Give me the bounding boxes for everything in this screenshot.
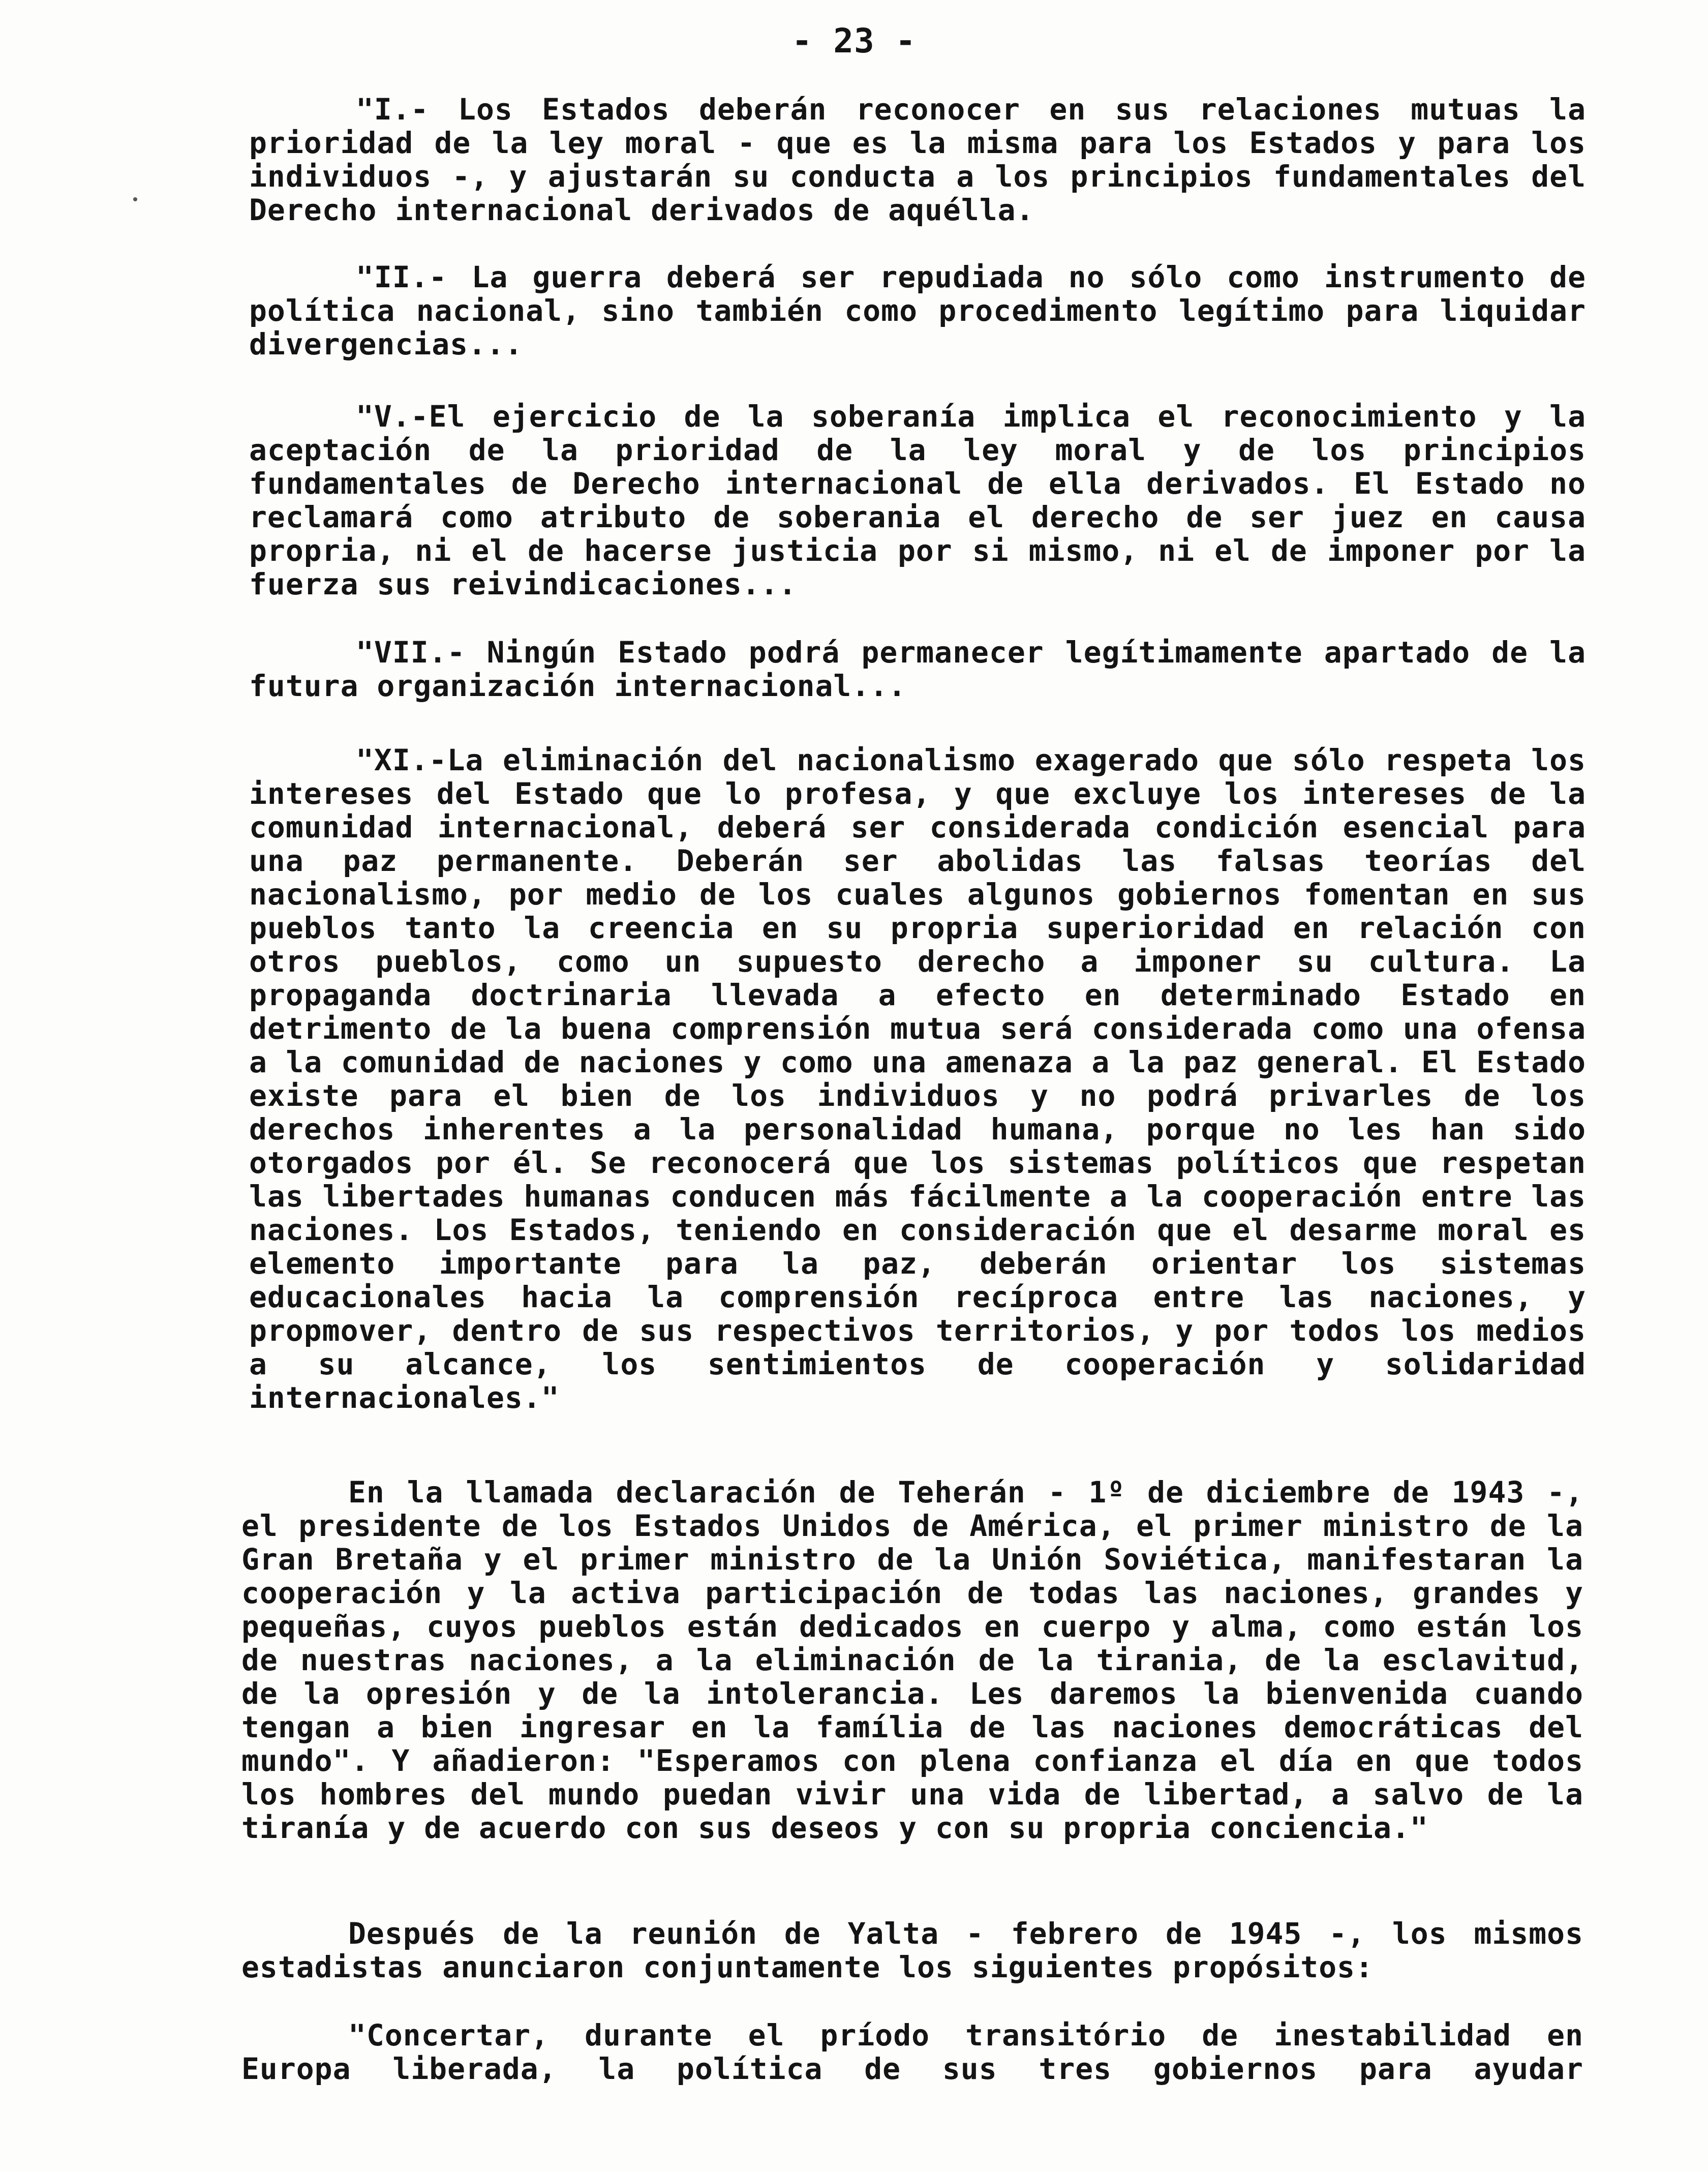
paragraph-yalta: Después de la reunión de Yalta - febrero de 1945 -, los mismos estadistas anunciaron conjuntamente los siguientes propósitos: xyxy=(241,1916,1583,1984)
paragraph-principle-7: "VII.- Ningún Estado podrá permanecer legítimamente apartado de la futura organización internacional... xyxy=(249,635,1586,703)
paragraph-principle-1: "I.- Los Estados deberán reconocer en sus relaciones mutuas la prioridad de la ley moral - que es la misma para los Estados y para los individuos -, y ajustarán su conducta a los principios fundamentales del Derecho internacional derivados de aquélla. xyxy=(249,92,1586,227)
paragraph-teheran: En la llamada declaración de Teherán - 1º de diciembre de 1943 -, el presidente de los Estados Unidos de América, el primer ministro de la Gran Bretaña y el primer ministro de la Unión Soviética, manifestaran la cooperación y la activa participación de todas las naciones, grandes y pequeñas, cuyos pueblos están dedicados en cuerpo y alma, como están los de nuestras naciones, a la eliminación de la tirania, de la esclavitud, de la opresión y de la intolerancia. Les daremos la bienvenida cuando tengan a bien ingresar en la família de las naciones democráticas del mundo". Y añadieron: "Esperamos con plena confianza el día en que todos los hombres del mundo puedan vivir una vida de libertad, a salvo de la tiranía y de acuerdo con sus deseos y con su propria conciencia." xyxy=(241,1475,1583,1845)
paragraph-quote-start: "Concertar, durante el príodo transitório de inestabilidad en Europa liberada, la política de sus tres gobiernos para ayudar xyxy=(241,2018,1583,2086)
paragraph-principle-5: "V.-El ejercicio de la soberanía implica el reconocimiento y la aceptación de la prioridad de la ley moral y de los principios fundamentales de Derecho internacional de ella derivados. El Estado no reclamará como atributo de soberania el derecho de ser juez en causa propria, ni el de hacerse justicia por si mismo, ni el de imponer por la fuerza sus reivindicaciones... xyxy=(249,399,1586,601)
paragraph-principle-2: "II.- La guerra deberá ser repudiada no sólo como instrumento de política nacional, sino también como procedimento legítimo para liquidar divergencias... xyxy=(249,260,1586,361)
page-number: - 23 - xyxy=(791,21,917,61)
paragraph-principle-11: "XI.-La eliminación del nacionalismo exagerado que sólo respeta los intereses del Estado que lo profesa, y que excluye los intereses de la comunidad internacional, deberá ser considerada condición esencial para una paz permanente. Deberán ser abolidas las falsas teorías del nacionalismo, por medio de los cuales algunos gobiernos fomentan en sus pueblos tanto la creencia en su propria superioridad en relación con otros pueblos, como un supuesto derecho a imponer su cultura. La propaganda doctrinaria llevada a efecto en determinado Estado en detrimento de la buena comprensión mutua será considerada como una ofensa a la comunidad de naciones y como una amenaza a la paz general. El Estado existe para el bien de los individuos y no podrá privarles de los derechos inherentes a la personalidad humana, porque no les han sido otorgados por él. Se reconocerá que los sistemas políticos que respetan las libertades humanas conducen más fácilmente a la cooperación entre las naciones. Los Estados, teniendo en consideración que el desarme moral es elemento importante para la paz, deberán orientar los sistemas educacionales hacia la comprensión recíproca entre las naciones, y propmover, dentro de sus respectivos territorios, y por todos los medios a su alcance, los sentimientos de cooperación y solidaridad internacionales." xyxy=(249,743,1586,1415)
punch-mark xyxy=(133,197,137,201)
